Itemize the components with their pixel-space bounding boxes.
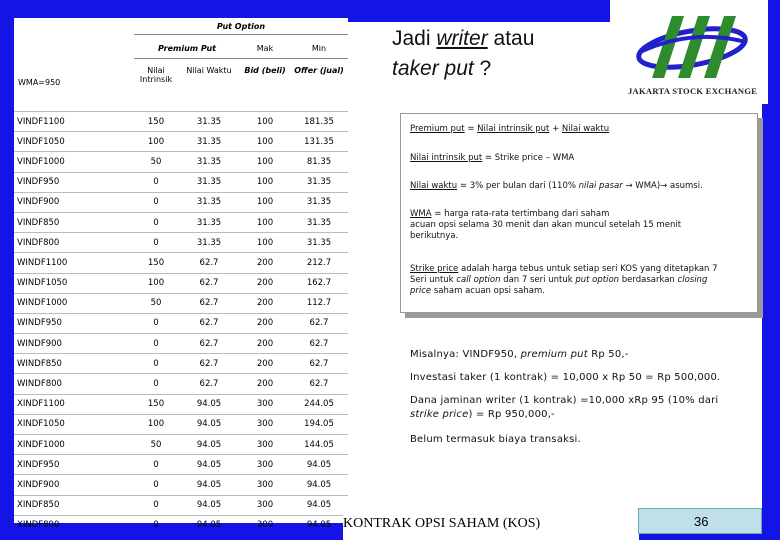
table-body xyxy=(14,111,348,535)
table-row xyxy=(14,434,348,454)
table-row xyxy=(14,293,348,313)
slide-frame-left xyxy=(0,0,14,540)
cell-bid: 100 xyxy=(256,217,274,228)
header-put-option: Put Option xyxy=(216,22,266,31)
cell-intrinsic: 100 xyxy=(147,136,165,147)
footer-title: KONTRAK OPSI SAHAM (KOS) xyxy=(343,516,541,531)
cell-time: 31.35 xyxy=(196,217,222,228)
cell-series: XINDF1000 xyxy=(17,439,65,450)
cell-bid: 200 xyxy=(256,358,274,369)
table-row xyxy=(14,414,348,434)
definition-intrinsic: Nilai intrinsik put = Strike price – WMA xyxy=(410,153,575,163)
cell-time: 94.05 xyxy=(196,419,222,430)
definition-wma: WMA = harga rata-rata tertimbang dari saham acuan opsi selama 30 menit dan akan muncul setelah 15 menit berikutnya. xyxy=(410,209,682,241)
cell-bid: 300 xyxy=(256,399,274,410)
definition-time-value: Nilai waktu = 3% per bulan dari (110% nilai pasar → WMA)→ asumsi. xyxy=(410,181,703,191)
cell-bid: 200 xyxy=(256,379,274,390)
cell-offer: 31.35 xyxy=(306,237,332,248)
cell-bid: 300 xyxy=(256,479,274,490)
wma-label: WMA=950 xyxy=(18,78,61,87)
cell-bid: 200 xyxy=(256,257,274,268)
table-row xyxy=(14,273,348,293)
cell-series: WINDF1000 xyxy=(17,298,68,309)
cell-time: 94.05 xyxy=(196,439,222,450)
cell-time: 62.7 xyxy=(199,358,219,369)
header-max: Mak xyxy=(256,44,274,53)
table-row xyxy=(14,151,348,171)
cell-offer: 62.7 xyxy=(309,358,329,369)
cell-intrinsic: 150 xyxy=(147,257,165,268)
cell-offer: 144.05 xyxy=(304,439,334,450)
cell-series: XINDF800 xyxy=(17,520,60,531)
header-nilai-intrinsik: Nilai Intrinsik xyxy=(139,66,173,84)
cell-time: 31.35 xyxy=(196,197,222,208)
cell-offer: 94.05 xyxy=(306,520,332,531)
table-row xyxy=(14,373,348,393)
cell-series: XINDF1050 xyxy=(17,419,65,430)
cell-series: VINDF1100 xyxy=(17,116,65,127)
cell-bid: 300 xyxy=(256,500,274,511)
cell-intrinsic: 0 xyxy=(153,177,159,188)
cell-series: VINDF850 xyxy=(17,217,60,228)
cell-series: WINDF1100 xyxy=(17,257,68,268)
cell-bid: 100 xyxy=(256,177,274,188)
cell-offer: 94.05 xyxy=(306,500,332,511)
slide-title: Jadi writer atau taker put ? xyxy=(392,27,535,80)
table-row xyxy=(14,515,348,535)
cell-bid: 200 xyxy=(256,278,274,289)
header-min: Min xyxy=(311,44,327,53)
cell-offer: 31.35 xyxy=(306,197,332,208)
table-row xyxy=(14,192,348,212)
cell-intrinsic: 0 xyxy=(153,500,159,511)
logo-text: JAKARTA STOCK EXCHANGE xyxy=(628,86,758,96)
cell-time: 94.05 xyxy=(196,399,222,410)
table-row xyxy=(14,131,348,151)
cell-series: WINDF800 xyxy=(17,379,62,390)
cell-offer: 244.05 xyxy=(304,399,334,410)
cell-bid: 100 xyxy=(256,237,274,248)
example-line-1: Misalnya: VINDF950, premium put Rp 50,- xyxy=(410,349,629,360)
header-nilai-waktu: Nilai Waktu xyxy=(186,66,232,75)
cell-intrinsic: 50 xyxy=(150,298,162,309)
cell-time: 62.7 xyxy=(199,278,219,289)
cell-time: 31.35 xyxy=(196,177,222,188)
cell-series: XINDF850 xyxy=(17,500,60,511)
cell-intrinsic: 150 xyxy=(147,399,165,410)
cell-series: VINDF1000 xyxy=(17,156,65,167)
cell-intrinsic: 0 xyxy=(153,338,159,349)
cell-bid: 100 xyxy=(256,116,274,127)
table-row xyxy=(14,111,348,131)
cell-offer: 181.35 xyxy=(304,116,334,127)
cell-offer: 131.35 xyxy=(304,136,334,147)
cell-intrinsic: 0 xyxy=(153,379,159,390)
cell-bid: 200 xyxy=(256,298,274,309)
cell-bid: 100 xyxy=(256,136,274,147)
table-row xyxy=(14,454,348,474)
cell-series: WINDF1050 xyxy=(17,278,68,289)
cell-intrinsic: 0 xyxy=(153,479,159,490)
cell-offer: 162.7 xyxy=(306,278,332,289)
cell-intrinsic: 50 xyxy=(150,439,162,450)
cell-series: VINDF1050 xyxy=(17,136,65,147)
table-row xyxy=(14,232,348,252)
cell-time: 62.7 xyxy=(199,257,219,268)
cell-bid: 100 xyxy=(256,156,274,167)
cell-time: 31.35 xyxy=(196,237,222,248)
cell-series: WINDF950 xyxy=(17,318,62,329)
table-row xyxy=(14,474,348,494)
cell-offer: 62.7 xyxy=(309,318,329,329)
cell-bid: 300 xyxy=(256,459,274,470)
cell-time: 94.05 xyxy=(196,459,222,470)
example-line-2: Investasi taker (1 kontrak) = 10,000 x Rp 50 = Rp 500,000. xyxy=(410,372,721,383)
header-divider-2 xyxy=(134,58,348,59)
definition-premium: Premium put = Nilai intrinsik put + Nilai waktu xyxy=(410,124,610,134)
header-premium-put: Premium Put xyxy=(158,44,216,53)
header-bid: Bid (beli) xyxy=(244,66,286,75)
cell-intrinsic: 0 xyxy=(153,520,159,531)
cell-intrinsic: 150 xyxy=(147,116,165,127)
cell-intrinsic: 0 xyxy=(153,237,159,248)
definitions-box xyxy=(400,113,758,313)
cell-series: VINDF800 xyxy=(17,237,60,248)
cell-series: WINDF850 xyxy=(17,358,62,369)
cell-time: 62.7 xyxy=(199,298,219,309)
cell-offer: 194.05 xyxy=(304,419,334,430)
cell-offer: 94.05 xyxy=(306,459,332,470)
cell-offer: 94.05 xyxy=(306,479,332,490)
cell-offer: 31.35 xyxy=(306,177,332,188)
cell-offer: 31.35 xyxy=(306,217,332,228)
table-row xyxy=(14,333,348,353)
cell-intrinsic: 100 xyxy=(147,419,165,430)
cell-intrinsic: 100 xyxy=(147,278,165,289)
header-divider xyxy=(134,34,348,35)
cell-series: XINDF900 xyxy=(17,479,60,490)
cell-time: 94.05 xyxy=(196,520,222,531)
cell-time: 31.35 xyxy=(196,116,222,127)
table-row xyxy=(14,172,348,192)
cell-series: WINDF900 xyxy=(17,338,62,349)
cell-bid: 300 xyxy=(256,520,274,531)
cell-offer: 62.7 xyxy=(309,338,329,349)
cell-offer: 112.7 xyxy=(306,298,332,309)
table-row xyxy=(14,212,348,232)
table-row xyxy=(14,252,348,272)
cell-intrinsic: 0 xyxy=(153,217,159,228)
cell-time: 31.35 xyxy=(196,156,222,167)
cell-series: XINDF1100 xyxy=(17,399,65,410)
cell-time: 31.35 xyxy=(196,136,222,147)
table-row xyxy=(14,495,348,515)
cell-intrinsic: 0 xyxy=(153,318,159,329)
table-row xyxy=(14,394,348,414)
cell-series: VINDF950 xyxy=(17,177,60,188)
example-line-4: strike price) = Rp 950,000,- xyxy=(410,409,555,420)
cell-time: 62.7 xyxy=(199,379,219,390)
cell-time: 62.7 xyxy=(199,318,219,329)
header-offer: Offer (jual) xyxy=(294,66,344,75)
jsx-logo-icon xyxy=(632,8,752,88)
cell-series: VINDF900 xyxy=(17,197,60,208)
cell-intrinsic: 50 xyxy=(150,156,162,167)
cell-intrinsic: 0 xyxy=(153,459,159,470)
definition-strike-price: Strike price adalah harga tebus untuk setiap seri KOS yang ditetapkan 7 Seri untuk call option dan 7 seri untuk put option berdasarkan closing price saham acuan opsi saham. xyxy=(410,264,718,296)
put-option-table xyxy=(14,18,348,531)
cell-time: 62.7 xyxy=(199,338,219,349)
cell-bid: 100 xyxy=(256,197,274,208)
table-row xyxy=(14,353,348,373)
cell-bid: 300 xyxy=(256,439,274,450)
cell-intrinsic: 0 xyxy=(153,358,159,369)
table-row xyxy=(14,313,348,333)
cell-series: XINDF950 xyxy=(17,459,60,470)
cell-offer: 81.35 xyxy=(306,156,332,167)
page-number: 36 xyxy=(694,514,709,529)
example-line-5: Belum termasuk biaya transaksi. xyxy=(410,434,581,445)
cell-offer: 62.7 xyxy=(309,379,329,390)
cell-bid: 300 xyxy=(256,419,274,430)
cell-bid: 200 xyxy=(256,318,274,329)
cell-bid: 200 xyxy=(256,338,274,349)
example-line-3: Dana jaminan writer (1 kontrak) =10,000 xRp 95 (10% dari xyxy=(410,395,719,406)
cell-time: 94.05 xyxy=(196,479,222,490)
cell-time: 94.05 xyxy=(196,500,222,511)
cell-intrinsic: 0 xyxy=(153,197,159,208)
cell-offer: 212.7 xyxy=(306,257,332,268)
